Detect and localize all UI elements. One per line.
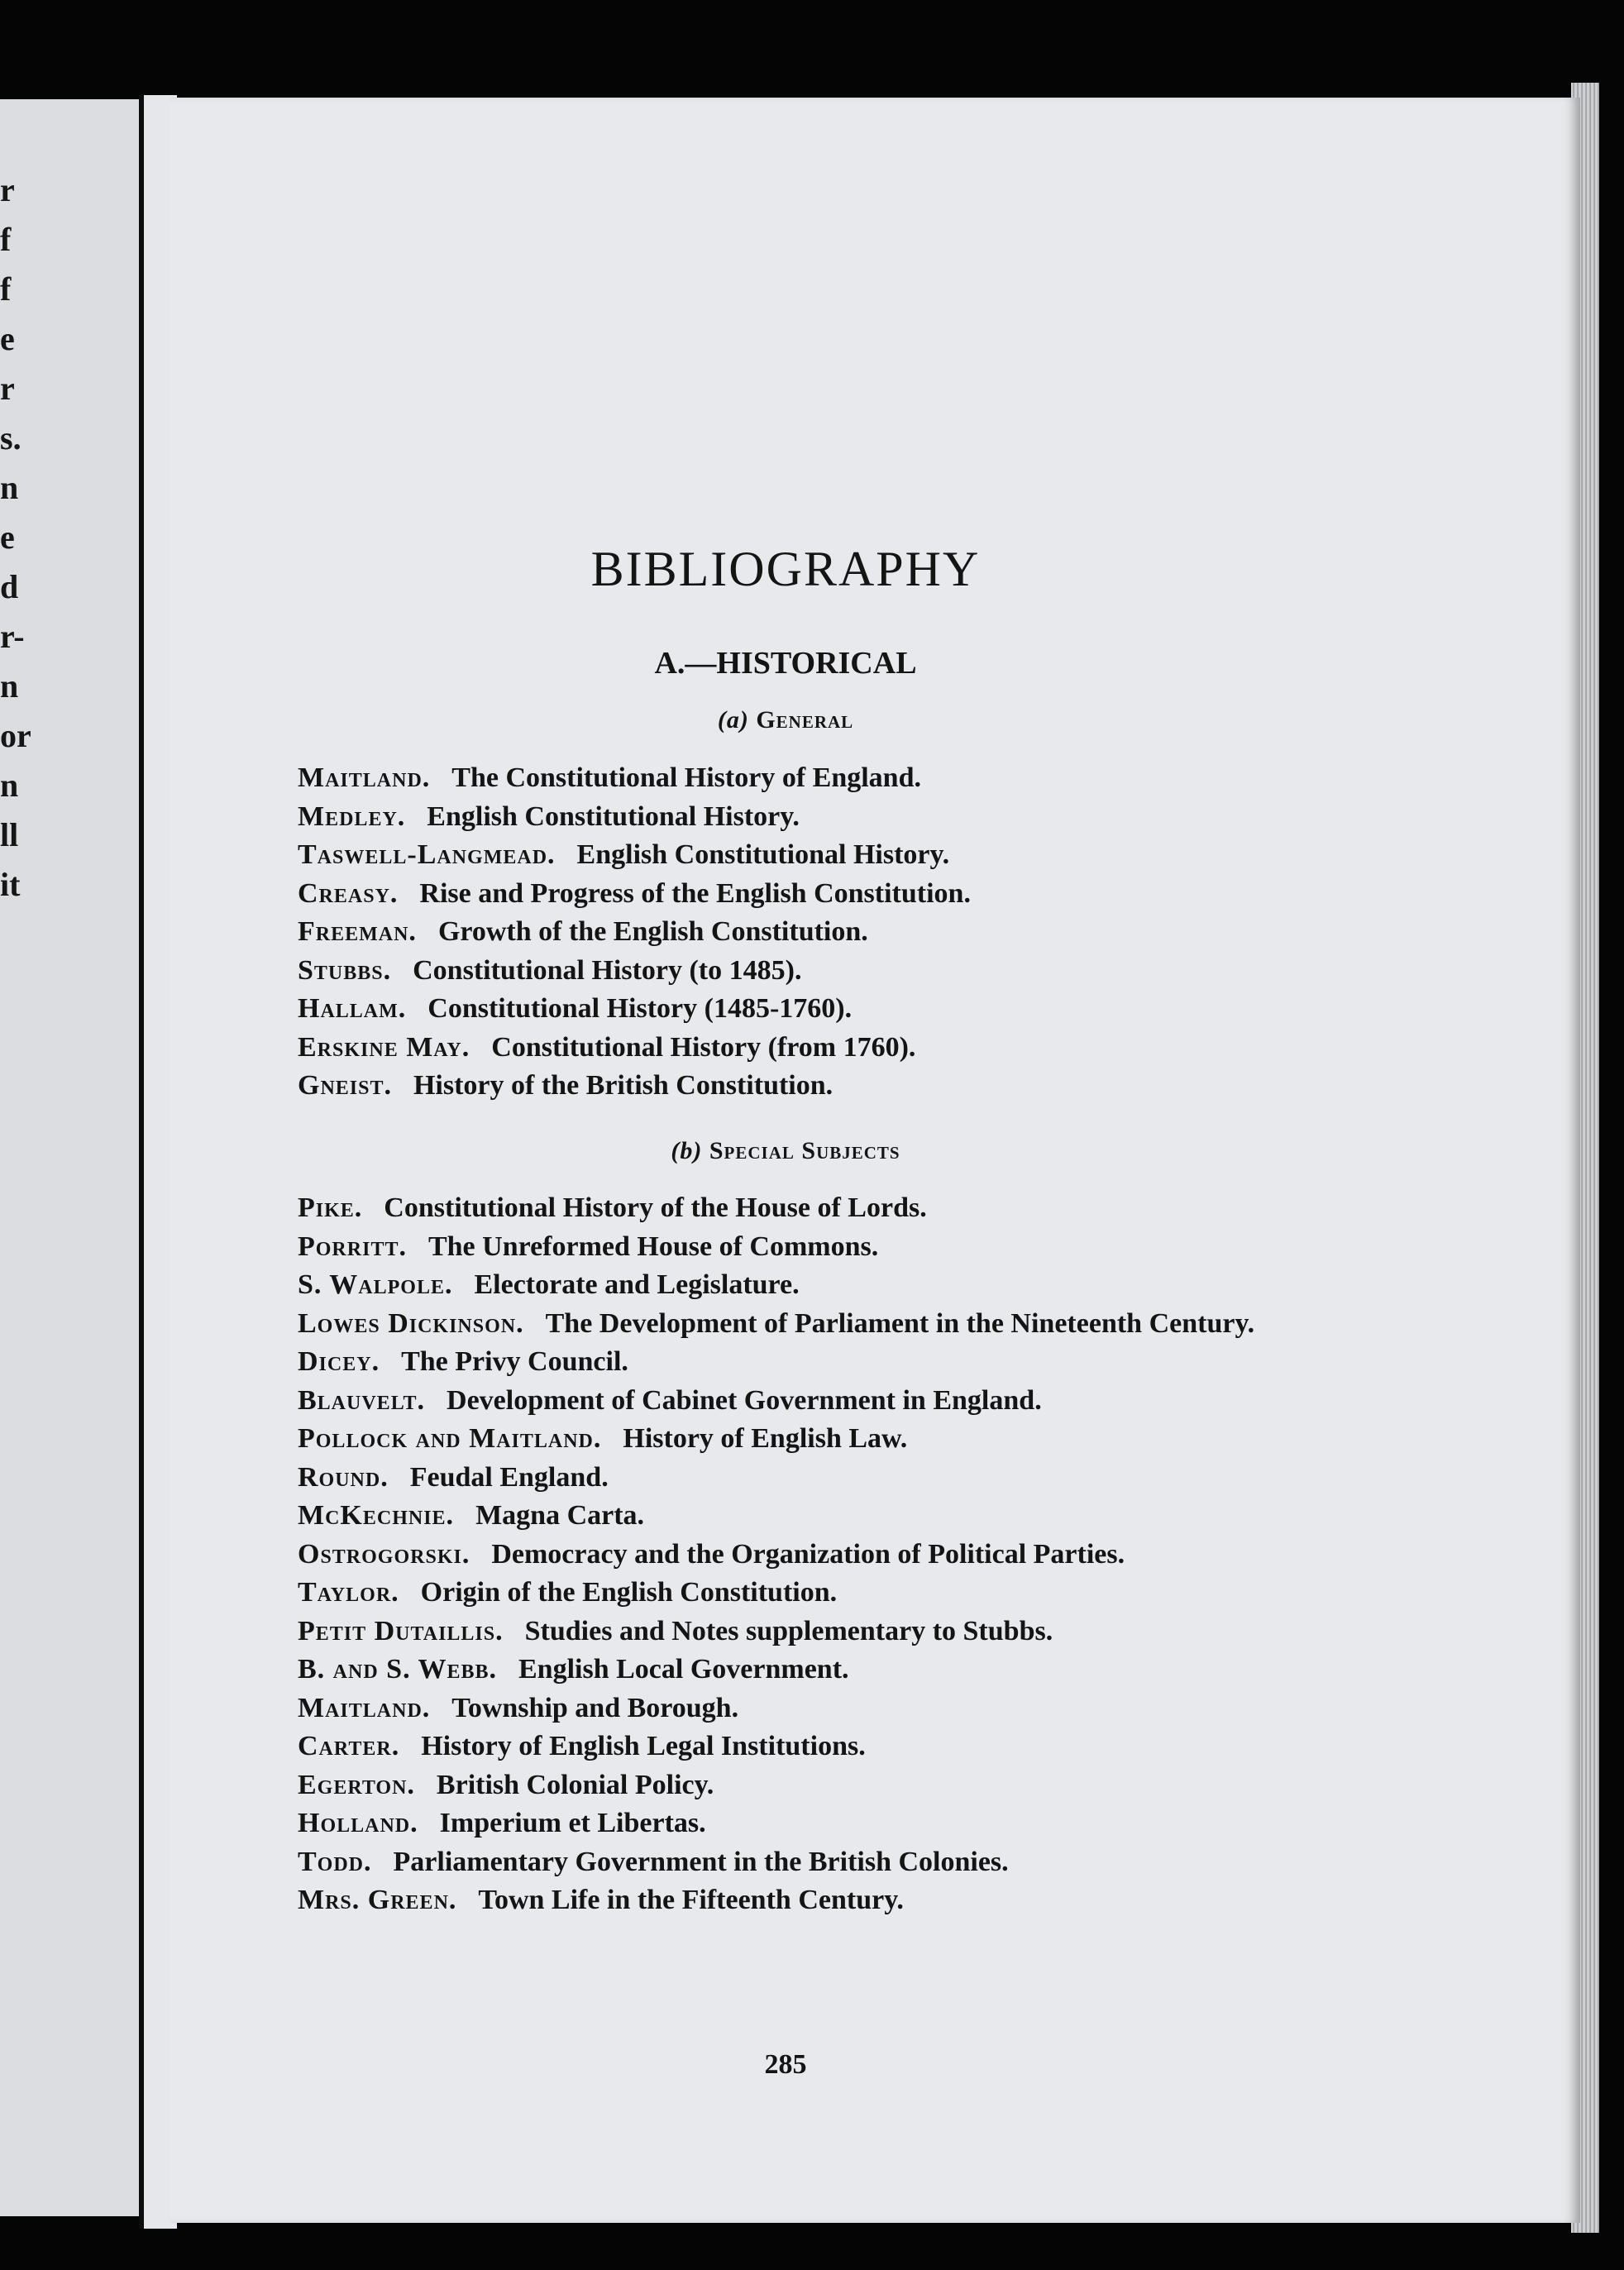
entry-author: Todd. bbox=[298, 1846, 372, 1877]
facing-page-fragment: f bbox=[0, 270, 12, 308]
subsection-heading-special-subjects bbox=[170, 1139, 1402, 1164]
entry-author: B. and S. Webb. bbox=[298, 1654, 497, 1685]
entry-author: Maitland. bbox=[298, 1692, 431, 1723]
entry-author: Round. bbox=[298, 1461, 389, 1493]
bibliography-entry bbox=[298, 1651, 1472, 1689]
bibliography-entry bbox=[298, 1420, 1472, 1459]
entry-title: Feudal England. bbox=[409, 1461, 609, 1493]
entry-title: English Local Government. bbox=[518, 1654, 849, 1685]
facing-page-fragment: d bbox=[0, 568, 19, 605]
subsection-heading-general bbox=[170, 708, 1402, 733]
bibliography-entry bbox=[298, 836, 1472, 875]
entry-author: Mrs. Green. bbox=[298, 1885, 457, 1915]
facing-page-edge bbox=[0, 99, 144, 2216]
entry-title: The Development of Parliament in the Nineteenth Century. bbox=[545, 1307, 1255, 1339]
bibliography-entry bbox=[298, 1266, 1472, 1305]
bibliography-entry bbox=[298, 1843, 1472, 1882]
bibliography-entry bbox=[298, 1804, 1472, 1843]
entry-author: Petit Dutaillis. bbox=[298, 1615, 504, 1646]
entry-title: History of English Legal Institutions. bbox=[421, 1731, 866, 1761]
page-number: 285 bbox=[764, 2049, 807, 2080]
entry-title: Electorate and Legislature. bbox=[474, 1269, 800, 1300]
page-content bbox=[170, 98, 1580, 2223]
entry-title: Imperium et Libertas. bbox=[439, 1808, 706, 1838]
entry-author: Taswell-Langmead. bbox=[298, 839, 556, 870]
entry-title: Origin of the English Constitution. bbox=[420, 1577, 838, 1608]
facing-page-fragment: ll bbox=[0, 816, 19, 853]
entry-title: Parliamentary Government in the British Colonies. bbox=[393, 1846, 1009, 1877]
facing-page-fragment: it bbox=[0, 866, 21, 903]
entry-author: Egerton. bbox=[298, 1769, 415, 1800]
subsection-label: Special Subjects bbox=[709, 1137, 900, 1164]
entry-author: S. Walpole. bbox=[298, 1269, 453, 1300]
facing-page-fragment: or bbox=[0, 717, 31, 754]
entry-title: Constitutional History of the House of Lords. bbox=[384, 1192, 927, 1223]
entry-title: Studies and Notes supplementary to Stubbs. bbox=[524, 1615, 1053, 1646]
entry-author: Medley. bbox=[298, 800, 406, 832]
bibliography-entry bbox=[298, 875, 1472, 914]
entry-title: Township and Borough. bbox=[451, 1692, 739, 1723]
entry-author: Porritt. bbox=[298, 1231, 407, 1262]
bibliography-entry bbox=[298, 1382, 1472, 1421]
entry-title: Democracy and the Organization of Political Parties. bbox=[491, 1538, 1125, 1570]
bibliography-entry bbox=[298, 990, 1472, 1029]
entry-author: Erskine May. bbox=[298, 1031, 470, 1063]
facing-page-fragment: r bbox=[0, 370, 15, 407]
facing-page-fragment: f bbox=[0, 221, 12, 258]
entry-author: Freeman. bbox=[298, 916, 417, 947]
entry-author: Dicey. bbox=[298, 1346, 380, 1377]
section-heading: A.—HISTORICAL bbox=[654, 646, 917, 681]
entry-title: The Unreformed House of Commons. bbox=[427, 1231, 879, 1262]
entry-title: Rise and Progress of the English Constitution. bbox=[419, 877, 971, 909]
facing-page-fragment: n bbox=[0, 667, 19, 705]
bibliography-entry bbox=[298, 952, 1472, 991]
entry-author: Gneist. bbox=[298, 1070, 392, 1101]
bibliography-list-general bbox=[298, 759, 1472, 1106]
subsection-label: General bbox=[756, 706, 854, 734]
bibliography-entry bbox=[298, 1067, 1472, 1106]
subsection-mark: (b) bbox=[671, 1137, 703, 1164]
entry-title: History of the British Constitution. bbox=[413, 1070, 833, 1101]
entry-title: English Constitutional History. bbox=[427, 800, 800, 832]
entry-title: Development of Cabinet Government in England. bbox=[447, 1384, 1042, 1416]
entry-title: Magna Carta. bbox=[475, 1500, 645, 1531]
entry-title: The Privy Council. bbox=[401, 1346, 628, 1377]
entry-author: Ostrogorski. bbox=[298, 1538, 470, 1570]
facing-page-fragment: n bbox=[0, 469, 19, 506]
entry-title: Constitutional History (1485-1760). bbox=[427, 993, 853, 1024]
bibliography-entry bbox=[298, 1766, 1472, 1805]
bibliography-entry bbox=[298, 798, 1472, 837]
entry-author: Stubbs. bbox=[298, 954, 392, 986]
facing-page-fragment: n bbox=[0, 767, 19, 804]
entry-author: McKechnie. bbox=[298, 1500, 455, 1531]
entry-author: Blauvelt. bbox=[298, 1384, 426, 1416]
bibliography-entry bbox=[298, 1574, 1472, 1613]
entry-title: British Colonial Policy. bbox=[436, 1769, 714, 1800]
entry-title: Growth of the English Constitution. bbox=[437, 916, 868, 947]
bibliography-entry bbox=[298, 1228, 1472, 1267]
bibliography-entry bbox=[298, 1343, 1472, 1382]
facing-page-fragment: e bbox=[0, 519, 15, 556]
book-page bbox=[170, 98, 1580, 2223]
bibliography-entry bbox=[298, 1497, 1472, 1536]
entry-author: Creasy. bbox=[298, 877, 399, 909]
bibliography-entry bbox=[298, 1881, 1472, 1920]
facing-page-fragment: r bbox=[0, 171, 15, 208]
entry-title: Town Life in the Fifteenth Century. bbox=[478, 1885, 904, 1915]
entry-author: Holland. bbox=[298, 1808, 418, 1838]
entry-author: Maitland. bbox=[298, 762, 431, 793]
facing-page-fragment: e bbox=[0, 320, 15, 357]
bibliography-entry bbox=[298, 1689, 1472, 1728]
subsection-mark: (a) bbox=[717, 706, 749, 734]
bibliography-entry bbox=[298, 1613, 1472, 1651]
bibliography-entry bbox=[298, 1728, 1472, 1766]
entry-title: The Constitutional History of England. bbox=[451, 762, 921, 793]
bibliography-list-special-subjects bbox=[298, 1189, 1472, 1920]
entry-author: Hallam. bbox=[298, 993, 407, 1024]
bibliography-entry bbox=[298, 1189, 1472, 1228]
bibliography-entry bbox=[298, 1029, 1472, 1068]
bibliography-entry bbox=[298, 1536, 1472, 1575]
bibliography-entry bbox=[298, 913, 1472, 952]
page-title: BIBLIOGRAPHY bbox=[590, 542, 981, 596]
bibliography-entry bbox=[298, 1305, 1472, 1344]
entry-title: Constitutional History (from 1760). bbox=[491, 1031, 916, 1063]
facing-page-fragment: r- bbox=[0, 618, 25, 655]
bibliography-entry bbox=[298, 1459, 1472, 1498]
facing-page-fragment: s. bbox=[0, 419, 21, 456]
bibliography-entry bbox=[298, 759, 1472, 798]
entry-author: Lowes Dickinson. bbox=[298, 1307, 524, 1339]
entry-author: Taylor. bbox=[298, 1577, 399, 1608]
entry-title: History of English Law. bbox=[623, 1423, 908, 1454]
entry-author: Carter. bbox=[298, 1731, 400, 1761]
entry-author: Pike. bbox=[298, 1192, 363, 1223]
entry-author: Pollock and Maitland. bbox=[298, 1423, 602, 1454]
entry-title: Constitutional History (to 1485). bbox=[413, 954, 802, 986]
entry-title: English Constitutional History. bbox=[576, 839, 950, 870]
